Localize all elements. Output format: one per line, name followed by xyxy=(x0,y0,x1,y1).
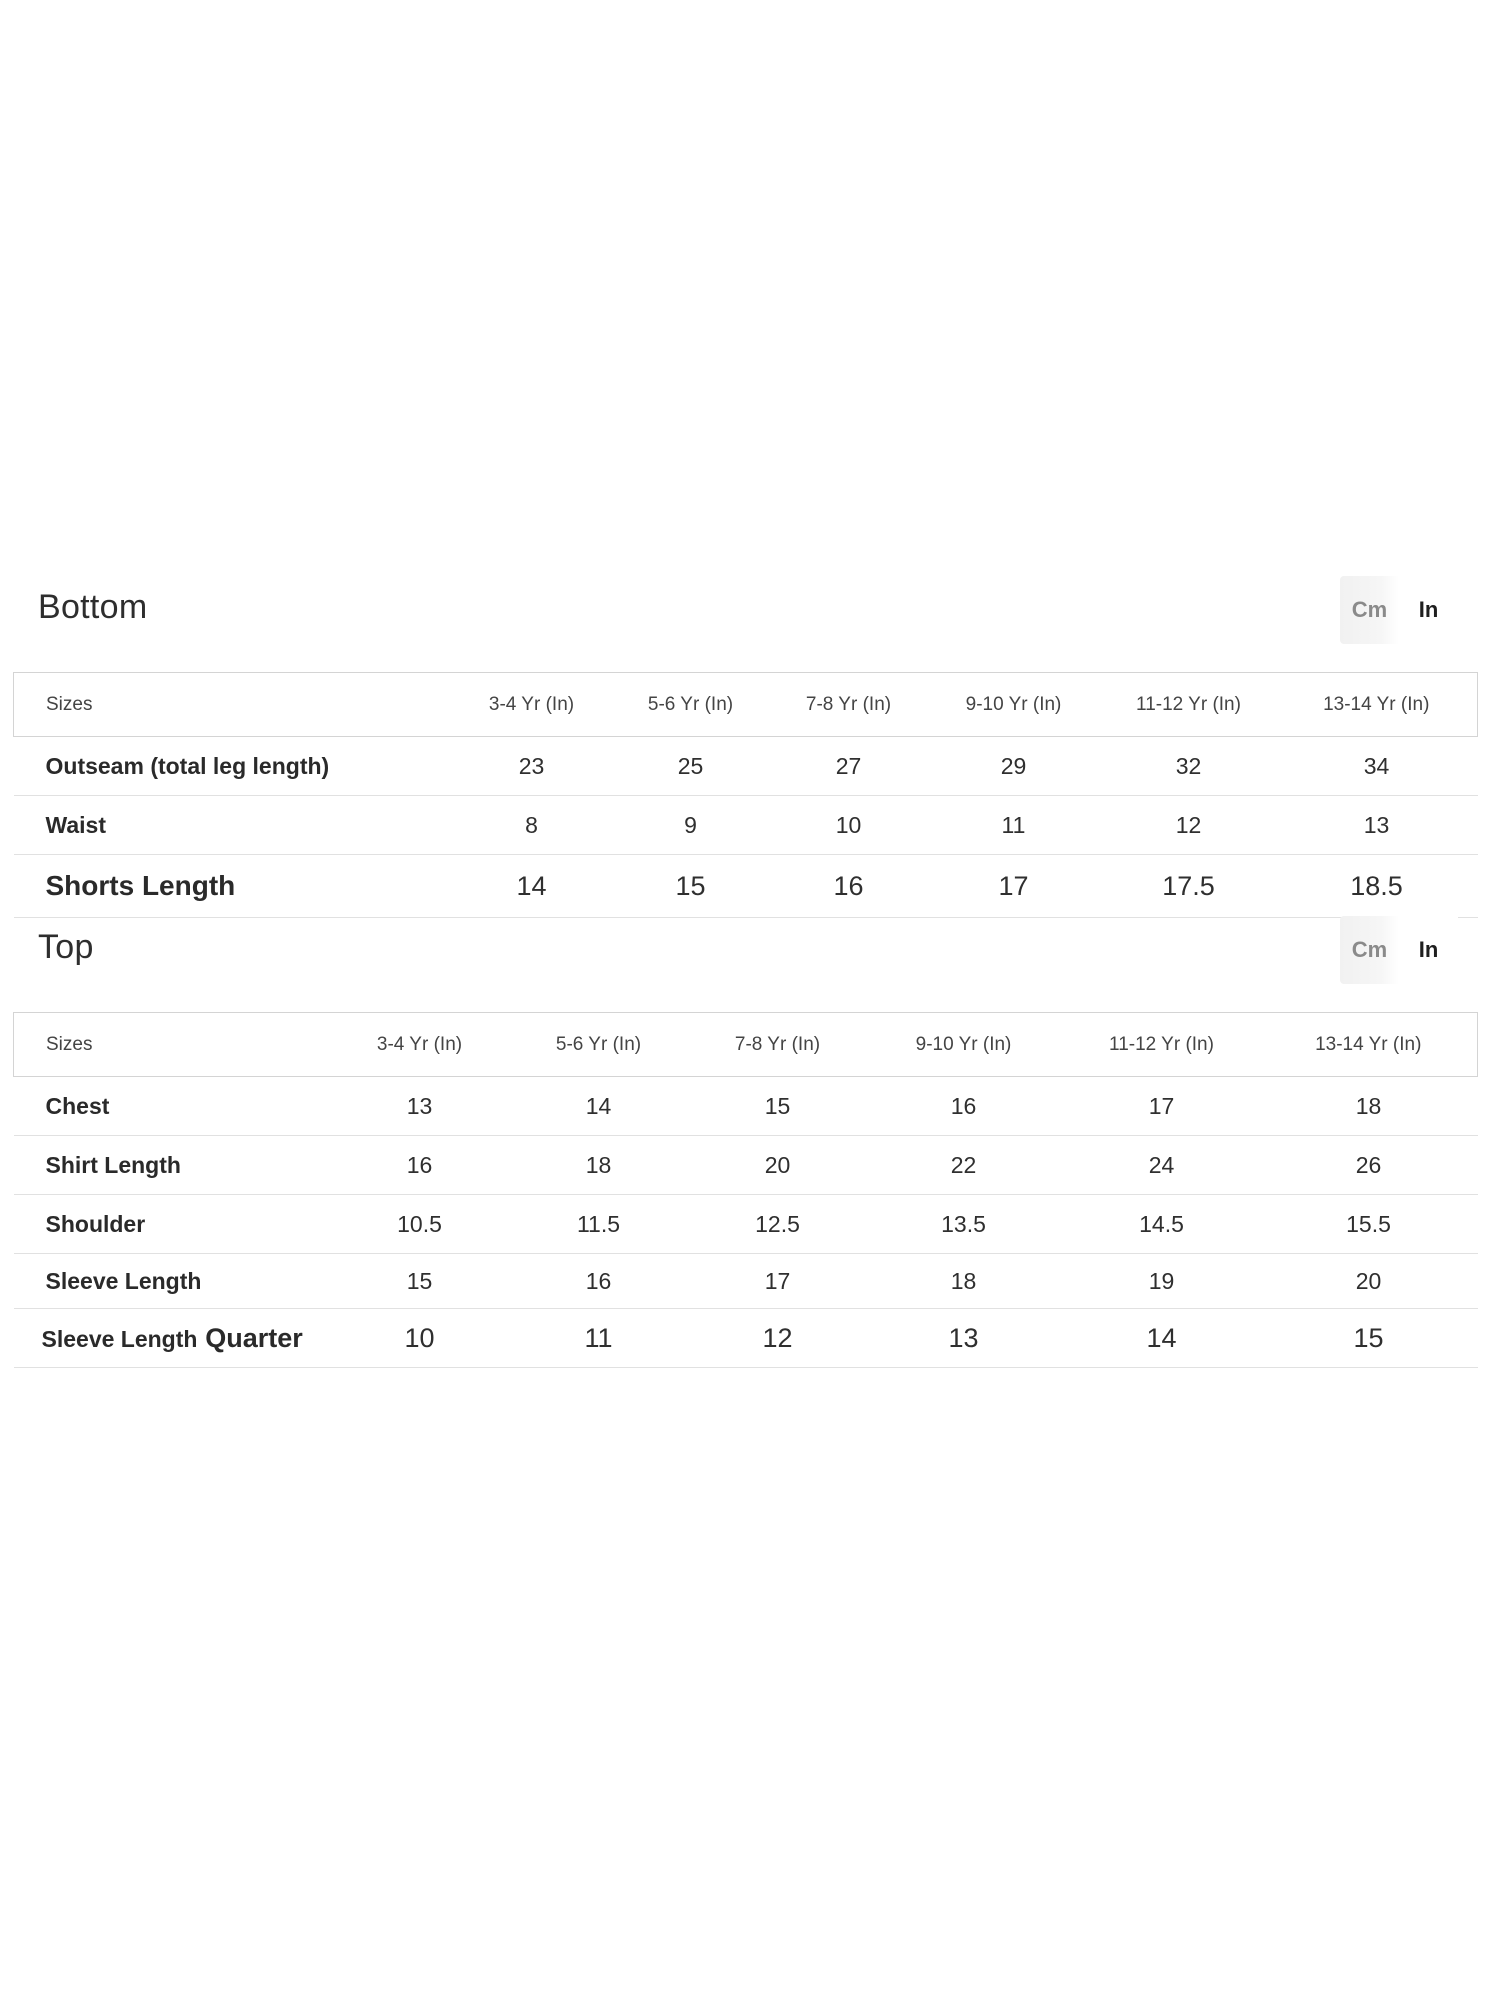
bottom-unit-in-button[interactable]: In xyxy=(1399,576,1458,644)
table-cell: 29 xyxy=(926,737,1102,796)
header-size-3-4: 3-4 Yr (In) xyxy=(334,1013,506,1077)
table-cell: 10 xyxy=(772,796,926,855)
table-header-row xyxy=(14,673,1478,737)
row-label-qualifier: Quarter xyxy=(205,1323,303,1353)
top-size-table xyxy=(13,1012,1478,1368)
table-cell: 11 xyxy=(926,796,1102,855)
table-cell: 8 xyxy=(454,796,610,855)
table-cell: 14.5 xyxy=(1064,1195,1260,1254)
table-cell: 15 xyxy=(334,1254,506,1309)
table-header-row xyxy=(14,1013,1478,1077)
table-cell: 12 xyxy=(1102,796,1276,855)
bottom-size-table xyxy=(13,672,1478,918)
table-cell: 14 xyxy=(506,1077,692,1136)
table-cell: 18 xyxy=(1260,1077,1478,1136)
top-title: Top xyxy=(38,928,94,966)
table-cell: 17.5 xyxy=(1102,855,1276,918)
row-label: Waist xyxy=(14,796,454,855)
header-sizes: Sizes xyxy=(14,673,454,737)
table-cell: 20 xyxy=(1260,1254,1478,1309)
table-cell: 12 xyxy=(692,1309,864,1368)
table-cell: 34 xyxy=(1276,737,1478,796)
row-label: Sleeve Length xyxy=(14,1254,334,1309)
header-size-11-12: 11-12 Yr (In) xyxy=(1064,1013,1260,1077)
table-cell: 15 xyxy=(1260,1309,1478,1368)
header-size-13-14: 13-14 Yr (In) xyxy=(1276,673,1478,737)
table-cell: 13.5 xyxy=(864,1195,1064,1254)
table-cell: 22 xyxy=(864,1136,1064,1195)
table-cell: 18 xyxy=(506,1136,692,1195)
table-cell: 24 xyxy=(1064,1136,1260,1195)
table-cell: 13 xyxy=(334,1077,506,1136)
header-sizes: Sizes xyxy=(14,1013,334,1077)
header-size-7-8: 7-8 Yr (In) xyxy=(772,673,926,737)
row-label: Shorts Length xyxy=(14,855,454,918)
table-row xyxy=(14,737,1478,796)
table-cell: 16 xyxy=(334,1136,506,1195)
table-cell: 10.5 xyxy=(334,1195,506,1254)
top-unit-cm-button[interactable]: Cm xyxy=(1340,916,1399,984)
row-label: Outseam (total leg length) xyxy=(14,737,454,796)
table-cell: 12.5 xyxy=(692,1195,864,1254)
table-cell: 26 xyxy=(1260,1136,1478,1195)
table-cell: 15.5 xyxy=(1260,1195,1478,1254)
row-label: Shoulder xyxy=(14,1195,334,1254)
header-size-7-8: 7-8 Yr (In) xyxy=(692,1013,864,1077)
header-size-3-4: 3-4 Yr (In) xyxy=(454,673,610,737)
table-cell: 10 xyxy=(334,1309,506,1368)
table-cell: 32 xyxy=(1102,737,1276,796)
table-cell: 23 xyxy=(454,737,610,796)
table-row xyxy=(14,796,1478,855)
bottom-unit-toggle[interactable] xyxy=(1340,576,1458,644)
table-cell: 18 xyxy=(864,1254,1064,1309)
row-label xyxy=(14,1309,334,1368)
table-row xyxy=(14,855,1478,918)
table-cell: 16 xyxy=(772,855,926,918)
table-row xyxy=(14,1136,1478,1195)
table-cell: 14 xyxy=(454,855,610,918)
table-cell: 11.5 xyxy=(506,1195,692,1254)
top-unit-toggle[interactable] xyxy=(1340,916,1458,984)
table-cell: 16 xyxy=(506,1254,692,1309)
table-cell: 18.5 xyxy=(1276,855,1478,918)
table-cell: 16 xyxy=(864,1077,1064,1136)
row-label: Shirt Length xyxy=(14,1136,334,1195)
table-row xyxy=(14,1309,1478,1368)
table-cell: 17 xyxy=(926,855,1102,918)
header-size-11-12: 11-12 Yr (In) xyxy=(1102,673,1276,737)
table-row xyxy=(14,1077,1478,1136)
table-cell: 15 xyxy=(692,1077,864,1136)
table-cell: 13 xyxy=(864,1309,1064,1368)
header-size-5-6: 5-6 Yr (In) xyxy=(610,673,772,737)
header-size-9-10: 9-10 Yr (In) xyxy=(926,673,1102,737)
bottom-unit-cm-button[interactable]: Cm xyxy=(1340,576,1399,644)
row-label-part: Sleeve Length xyxy=(41,1326,198,1352)
table-cell: 11 xyxy=(506,1309,692,1368)
table-row xyxy=(14,1254,1478,1309)
table-cell: 17 xyxy=(1064,1077,1260,1136)
header-size-13-14: 13-14 Yr (In) xyxy=(1260,1013,1478,1077)
table-cell: 9 xyxy=(610,796,772,855)
header-size-9-10: 9-10 Yr (In) xyxy=(864,1013,1064,1077)
bottom-title: Bottom xyxy=(38,588,148,626)
table-cell: 27 xyxy=(772,737,926,796)
table-cell: 17 xyxy=(692,1254,864,1309)
table-cell: 13 xyxy=(1276,796,1478,855)
table-cell: 25 xyxy=(610,737,772,796)
header-size-5-6: 5-6 Yr (In) xyxy=(506,1013,692,1077)
table-cell: 19 xyxy=(1064,1254,1260,1309)
row-label: Chest xyxy=(14,1077,334,1136)
table-row xyxy=(14,1195,1478,1254)
table-cell: 15 xyxy=(610,855,772,918)
top-unit-in-button[interactable]: In xyxy=(1399,916,1458,984)
table-cell: 20 xyxy=(692,1136,864,1195)
table-cell: 14 xyxy=(1064,1309,1260,1368)
